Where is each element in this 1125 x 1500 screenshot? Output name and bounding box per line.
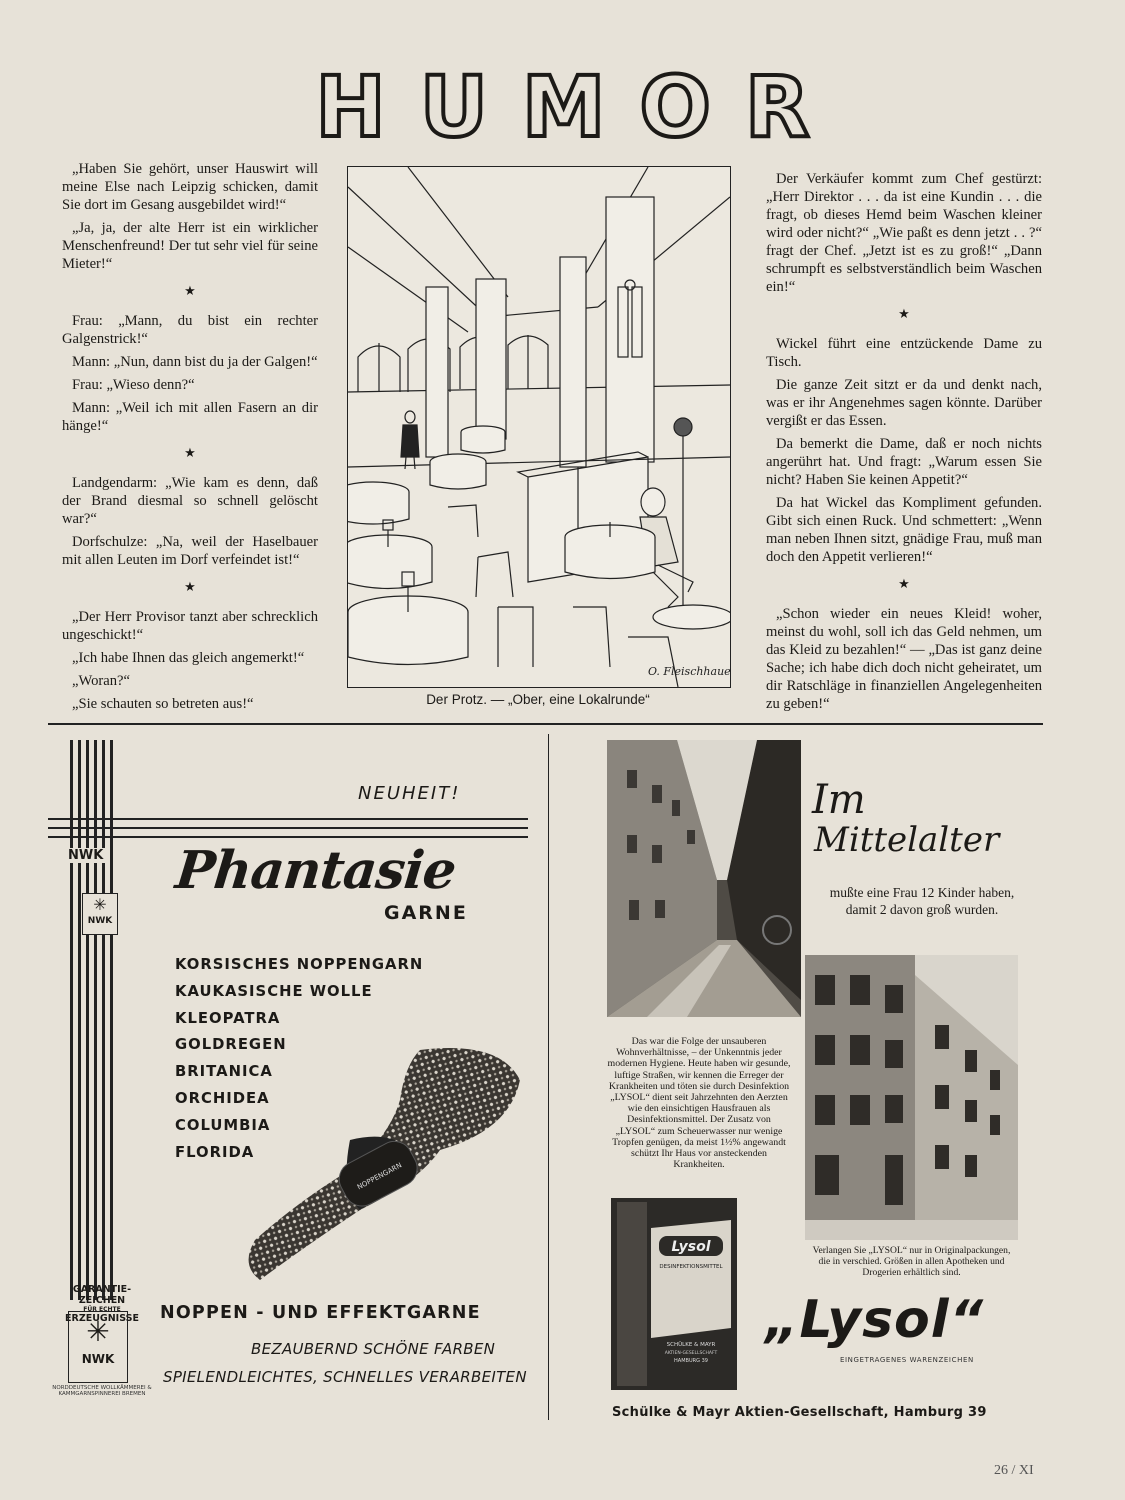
- star-separator: ★: [184, 579, 196, 594]
- nwk-headline: NOPPEN - UND EFFEKTGARNE: [160, 1303, 481, 1323]
- page-number: 26 / XI: [994, 1463, 1034, 1478]
- can-city: HAMBURG 39: [674, 1358, 708, 1364]
- garantie-label: GARANTIE-ZEICHEN FÜR ECHTE ERZEUGNISSE: [65, 1284, 139, 1324]
- list-item: KLEOPATRA: [175, 1009, 281, 1027]
- list-item: ORCHIDEA: [175, 1089, 270, 1107]
- nwk-brand-label: NWK: [68, 848, 104, 863]
- nwk-line-decoration: [48, 818, 528, 840]
- cartoon-signature: O. Fleischhauer: [648, 665, 730, 678]
- list-item: BRITANICA: [175, 1063, 273, 1081]
- garantie-logo-box: [68, 1311, 128, 1383]
- lysol-headline: [812, 777, 1000, 860]
- list-item: GOLDREGEN: [175, 1036, 287, 1054]
- joke-paragraph: „Ja, ja, der alte Herr ist ein wirklicher Menschenfreund! Der tut sehr viel für seine Mieter!“: [62, 220, 318, 272]
- star-separator: ★: [898, 306, 910, 321]
- joke-paragraph: Wickel führt eine entzückende Dame zu Tisch.: [766, 336, 1042, 370]
- lysol-body-text: Das war die Folge der unsauberen Wohnverhältnisse, – der Unkenntnis jeder modernen Hygiene. Heute haben wir gesunde, luftige Straßen, wir kennen die Erreger der Krankheiten und töten sie durch Desinfektion „LYSOL“ dient seit Jahrzehnten den Aerzten wie den einsichtigen Hausfrauen als Desinfektionsmittel. Der Zusatz von „LYSOL“ zum Scheuerwasser nur wenige Tropfen genügen, da meist 1½% angewandt schützt Ihr Haus vor ansteckenden Krankheiten.: [607, 1036, 791, 1171]
- joke-paragraph: Die ganze Zeit sitzt er da und denkt nach, was er ihr Angenehmes sagen könnte. Darüber vergißt er das Essen.: [766, 377, 1042, 429]
- joke-paragraph: Landgendarm: „Wie kam es denn, daß der Brand diesmal so schnell gelöscht war?“: [62, 475, 318, 527]
- joke-paragraph: „Ich habe Ihnen das gleich angemerkt!“: [72, 650, 305, 666]
- product-name: Phantasie: [172, 840, 459, 901]
- lysol-headline-line2: Mittelalter: [814, 820, 1000, 860]
- medieval-street-photo: [607, 740, 801, 1017]
- joke-paragraph: „Schon wieder ein neues Kleid! woher, meinst du wohl, soll ich das Geld nehmen, um das Kleid zu bezahlen!“ — „Das ist ganz deine Sache; ich habe dich doch nicht geheiratet, um dir Ratschläge in finanziellen Angelegenheiten zu geben!“: [766, 606, 1042, 712]
- joke-paragraph: Frau: „Mann, du bist ein rechter Galgenstrick!“: [62, 313, 318, 347]
- page-title: HUMOR: [315, 58, 844, 156]
- joke-paragraph: Der Verkäufer kommt zum Chef gestürzt: „Herr Direktor . . . da ist eine Kundin . . . die fragt, ob dieses Hemd beim Waschen kleiner wird oder nicht?“ „Wie paßt es denn jetzt . . ?“ fragt der Chef. „Jetzt ist es zu groß!“ „Dann schrumpft es selbstverständlich beim Waschen ein!“: [766, 171, 1042, 295]
- section-divider: [48, 723, 1043, 725]
- can-brand: Lysol: [671, 1239, 711, 1255]
- joke-paragraph: „Sie schauten so betreten aus!“: [72, 696, 254, 712]
- nwk-tagline-1: BEZAUBERND SCHÖNE FARBEN: [251, 1340, 496, 1358]
- lysol-logo: „Lysol“: [765, 1290, 985, 1350]
- can-label: DESINFEKTIONSMITTEL: [659, 1264, 723, 1270]
- lysol-headline-line1: Im: [812, 777, 866, 823]
- can-maker-2: AKTIEN-GESELLSCHAFT: [664, 1351, 718, 1356]
- list-item: KAUKASISCHE WOLLE: [175, 982, 373, 1000]
- nwk-logo-text: NWK: [81, 1352, 115, 1366]
- joke-paragraph: Da bemerkt die Dame, daß er noch nichts angerührt hat. Und fragt: „Warum essen Sie nicht? Haben Sie keinen Appetit?“: [766, 436, 1042, 488]
- star-separator: ★: [184, 283, 196, 298]
- garantie-fineprint: NORDDEUTSCHE WOLLKÄMMEREI & KAMMGARNSPINNEREI BREMEN: [52, 1385, 152, 1397]
- can-maker: SCHÜLKE & MAYR: [666, 1342, 716, 1348]
- lysol-subhead: mußte eine Frau 12 Kinder haben, damit 2 davon groß wurden.: [829, 885, 1015, 917]
- star-separator: ★: [184, 445, 196, 460]
- joke-paragraph: Mann: „Weil ich mit allen Fasern an dir hänge!“: [62, 400, 318, 434]
- humor-column-right: [766, 170, 1042, 718]
- cartoon-caption: Der Protz. — „Ober, eine Lokalrunde“: [426, 692, 650, 707]
- modern-housing-photo: [805, 955, 1018, 1240]
- star-logo-icon: ✳: [86, 1315, 110, 1348]
- joke-paragraph: „Der Herr Provisor tanzt aber schrecklich ungeschickt!“: [62, 609, 318, 643]
- company-name: Schülke & Mayr Aktien-Gesellschaft, Hamburg 39: [612, 1405, 987, 1420]
- nwk-logo-box: [82, 893, 118, 935]
- lysol-package-image: [611, 1198, 737, 1390]
- yarn-band-label: NOPPENGARN: [356, 1161, 404, 1192]
- joke-paragraph: Da hat Wickel das Kompliment gefunden. Gibt sich einen Ruck. Und schmettert: „Wenn man neben Ihnen sitzt, gnädige Frau, muß man doch den Appetit verlieren!“: [766, 495, 1042, 565]
- humor-column-left: [62, 160, 318, 718]
- lysol-availability-note: Verlangen Sie „LYSOL“ nur in Originalpackungen, die in verschied. Größen in allen Apotheken und Drogerien erhältlich sind.: [812, 1245, 1011, 1278]
- yarn-skein-image: [240, 1040, 530, 1300]
- list-item: FLORIDA: [175, 1143, 255, 1161]
- list-item: COLUMBIA: [175, 1116, 271, 1134]
- joke-paragraph: Frau: „Wieso denn?“: [72, 377, 195, 393]
- ad-divider: [548, 734, 549, 1420]
- cartoon-illustration: [347, 166, 731, 688]
- nwk-tagline-2: SPIELENDLEICHTES, SCHNELLES VERARBEITEN: [163, 1368, 527, 1386]
- joke-paragraph: „Haben Sie gehört, unser Hauswirt will meine Else nach Leipzig schicken, damit Sie dort im Gesang ausgebildet wird!“: [62, 161, 318, 213]
- product-sub: GARNE: [384, 902, 468, 924]
- list-item: KORSISCHES NOPPENGARN: [175, 956, 424, 973]
- neuheit-label: NEUHEIT!: [358, 783, 461, 804]
- star-logo-icon: ✳: [93, 895, 107, 914]
- trademark-note: EINGETRAGENES WARENZEICHEN: [840, 1356, 974, 1364]
- joke-paragraph: „Woran?“: [72, 673, 130, 689]
- star-separator: ★: [898, 576, 910, 591]
- joke-paragraph: Mann: „Nun, dann bist du ja der Galgen!“: [72, 354, 318, 370]
- restaurant-drawing: [348, 167, 730, 687]
- joke-paragraph: Dorfschulze: „Na, weil der Haselbauer mit allen Leuten im Dorf verfeindet ist!“: [62, 534, 318, 568]
- nwk-logo-text: NWK: [87, 916, 113, 926]
